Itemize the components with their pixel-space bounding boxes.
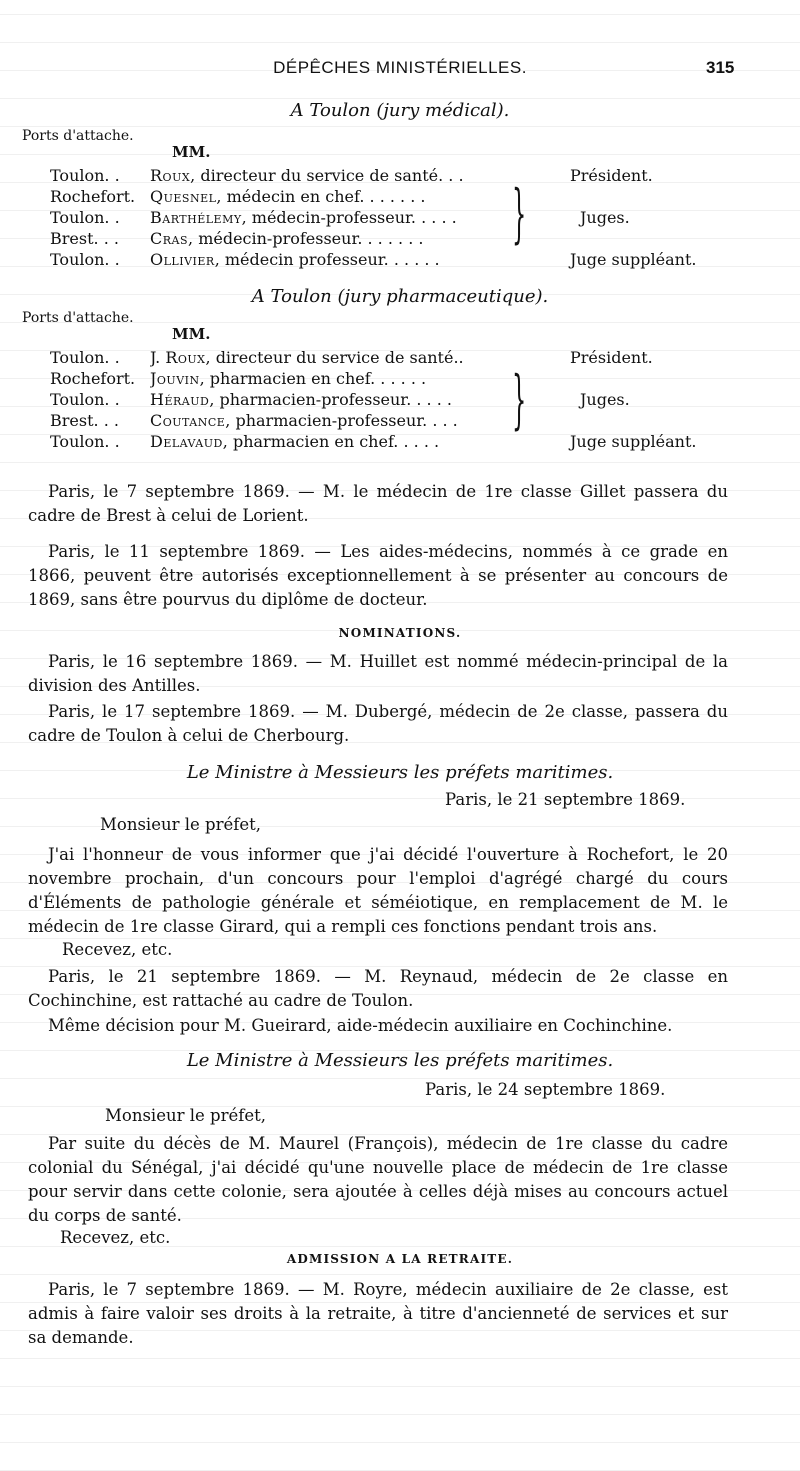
member-function: , directeur du service de santé.. [205, 348, 464, 367]
paragraph-gueirard [28, 1014, 728, 1038]
member-function: , médecin-professeur. . . . . . . [188, 229, 424, 248]
port-name: Toulon. . [50, 250, 120, 269]
member-function: , pharmacien en chef. . . . . [222, 432, 440, 451]
port-name: Toulon. . [50, 166, 120, 185]
letter2-salutation: Monsieur le préfet, [105, 1106, 266, 1125]
member-name: Roux [150, 166, 191, 185]
letter1-closing: Recevez, etc. [62, 940, 173, 959]
paragraph-duberge [28, 700, 728, 748]
running-title: DÉPÊCHES MINISTÉRIELLES. [273, 58, 527, 77]
member-function: , médecin-professeur. . . . . [241, 208, 457, 227]
paragraph-text: Paris, le 7 septembre 1869. — M. le médecin de 1re classe Gillet passera du cadre de Brest à celui de Lorient. [28, 482, 728, 525]
nominations-heading: NOMINATIONS. [338, 626, 462, 640]
member-name: Quesnel [150, 187, 217, 206]
jury-row [50, 411, 770, 433]
member-function: , pharmacien-professeur. . . . [225, 411, 458, 430]
jury-medical-heading: A Toulon (jury médical). [290, 100, 510, 121]
member-entry [150, 229, 552, 248]
member-entry [150, 390, 552, 409]
member-entry [150, 250, 552, 269]
port-name: Brest. . . [50, 411, 119, 430]
port-name: Toulon. . [50, 390, 120, 409]
paragraph-royre [28, 1278, 728, 1350]
jury-role: Juge suppléant. [570, 432, 697, 451]
jury-row [50, 432, 770, 454]
paragraph-text: Paris, le 17 septembre 1869. — M. Dubergé, médecin de 2e classe, passera du cadre de Toulon à celui de Cherbourg. [28, 702, 728, 745]
paragraph-text: Paris, le 11 septembre 1869. — Les aides-médecins, nommés à ce grade en 1866, peuvent être autorisés exceptionnellement à se présenter au concours de 1869, sans être pourvus du diplôme de docteur. [28, 542, 728, 609]
brace-juges-pharma: } [512, 363, 527, 437]
paragraph-reynaud [28, 965, 728, 1013]
paragraph-huillet [28, 650, 728, 698]
paragraph-aides-medecins [28, 540, 728, 612]
brace-juges-medical: } [512, 177, 527, 251]
paragraph-text: Paris, le 7 septembre 1869. — M. Royre, médecin auxiliaire de 2e classe, est admis à faire valoir ses droits à la retraite, à titre d'ancienneté de services et sur sa demande. [28, 1280, 728, 1347]
member-entry [150, 411, 552, 430]
jury-row [50, 229, 770, 251]
member-function: , médecin professeur. . . . . . [214, 250, 440, 269]
jury-role: Juges. [580, 390, 630, 409]
letter1-heading: Le Ministre à Messieurs les préfets maritimes. [186, 762, 614, 783]
member-entry [150, 208, 552, 227]
port-name: Toulon. . [50, 348, 120, 367]
member-entry [150, 348, 552, 367]
member-entry [150, 432, 552, 451]
member-name: Ollivier [150, 250, 215, 269]
jury-role: Juge suppléant. [570, 250, 697, 269]
paragraph-text: Par suite du décès de M. Maurel (François), médecin de 1re classe du cadre colonial du Sénégal, j'ai décidé qu'une nouvelle place de médecin de 1re classe pour servir dans cette colonie, sera ajoutée à celles déjà mises au concours actuel du corps de santé. [28, 1134, 728, 1225]
member-function: , pharmacien-professeur. . . . . [209, 390, 452, 409]
jury-role: Juges. [580, 208, 630, 227]
port-name: Toulon. . [50, 432, 120, 451]
jury-row [50, 369, 770, 391]
member-name: Coutance [150, 411, 226, 430]
letter2-heading: Le Ministre à Messieurs les préfets maritimes. [186, 1050, 614, 1071]
member-function: , directeur du service de santé. . . [190, 166, 464, 185]
page-header [0, 58, 800, 88]
page-number: 315 [706, 58, 735, 77]
paragraph-gillet [28, 480, 728, 528]
member-function: , pharmacien en chef. . . . . . [199, 369, 427, 388]
member-entry [150, 166, 552, 185]
member-function: , médecin en chef. . . . . . . [216, 187, 426, 206]
jury-row [50, 208, 770, 230]
letter2-date: Paris, le 24 septembre 1869. [425, 1080, 666, 1099]
mm-label: MM. [172, 143, 211, 161]
member-name: Héraud [150, 390, 210, 409]
jury-row [50, 187, 770, 209]
ports-label-2: Ports d'attache. [22, 310, 134, 326]
letter1-body [28, 843, 728, 939]
letter2-closing: Recevez, etc. [60, 1228, 171, 1247]
member-entry [150, 369, 552, 388]
ports-label: Ports d'attache. [22, 128, 134, 144]
jury-row [50, 390, 770, 412]
port-name: Toulon. . [50, 208, 120, 227]
member-entry [150, 187, 552, 206]
member-name: Barthélemy [150, 208, 242, 227]
jury-pharma-heading: A Toulon (jury pharmaceutique). [251, 286, 549, 307]
member-name: Delavaud [150, 432, 223, 451]
retraite-heading: ADMISSION A LA RETRAITE. [286, 1252, 514, 1266]
jury-row [50, 166, 770, 188]
member-name: Jouvin [150, 369, 200, 388]
paragraph-text: Paris, le 16 septembre 1869. — M. Huillet est nommé médecin-principal de la division des Antilles. [28, 652, 728, 695]
mm-label-2: MM. [172, 325, 211, 343]
jury-row [50, 348, 770, 370]
letter1-date: Paris, le 21 septembre 1869. [445, 790, 686, 809]
member-name: Roux [165, 348, 206, 367]
letter2-body [28, 1132, 728, 1228]
member-name: Cras [150, 229, 189, 248]
port-name: Rochefort. [50, 369, 136, 388]
paragraph-text: J'ai l'honneur de vous informer que j'ai décidé l'ouverture à Rochefort, le 20 novembre prochain, d'un concours pour l'emploi d'agrégé chargé du cours d'Éléments de pathologie générale et séméiotique, en remplacement de M. le médecin de 1re classe Girard, qui a rempli ces fonctions pendant trois ans. [28, 845, 728, 936]
paragraph-text: Paris, le 21 septembre 1869. — M. Reynaud, médecin de 2e classe en Cochinchine, est rattaché au cadre de Toulon. [28, 967, 728, 1010]
port-name: Rochefort. [50, 187, 136, 206]
member-initial: J. [150, 348, 166, 367]
paragraph-text: Même décision pour M. Gueirard, aide-médecin auxiliaire en Cochinchine. [48, 1016, 673, 1035]
jury-role: Président. [570, 348, 653, 367]
letter1-salutation: Monsieur le préfet, [100, 815, 261, 834]
jury-row [50, 250, 770, 272]
jury-role: Président. [570, 166, 653, 185]
port-name: Brest. . . [50, 229, 119, 248]
